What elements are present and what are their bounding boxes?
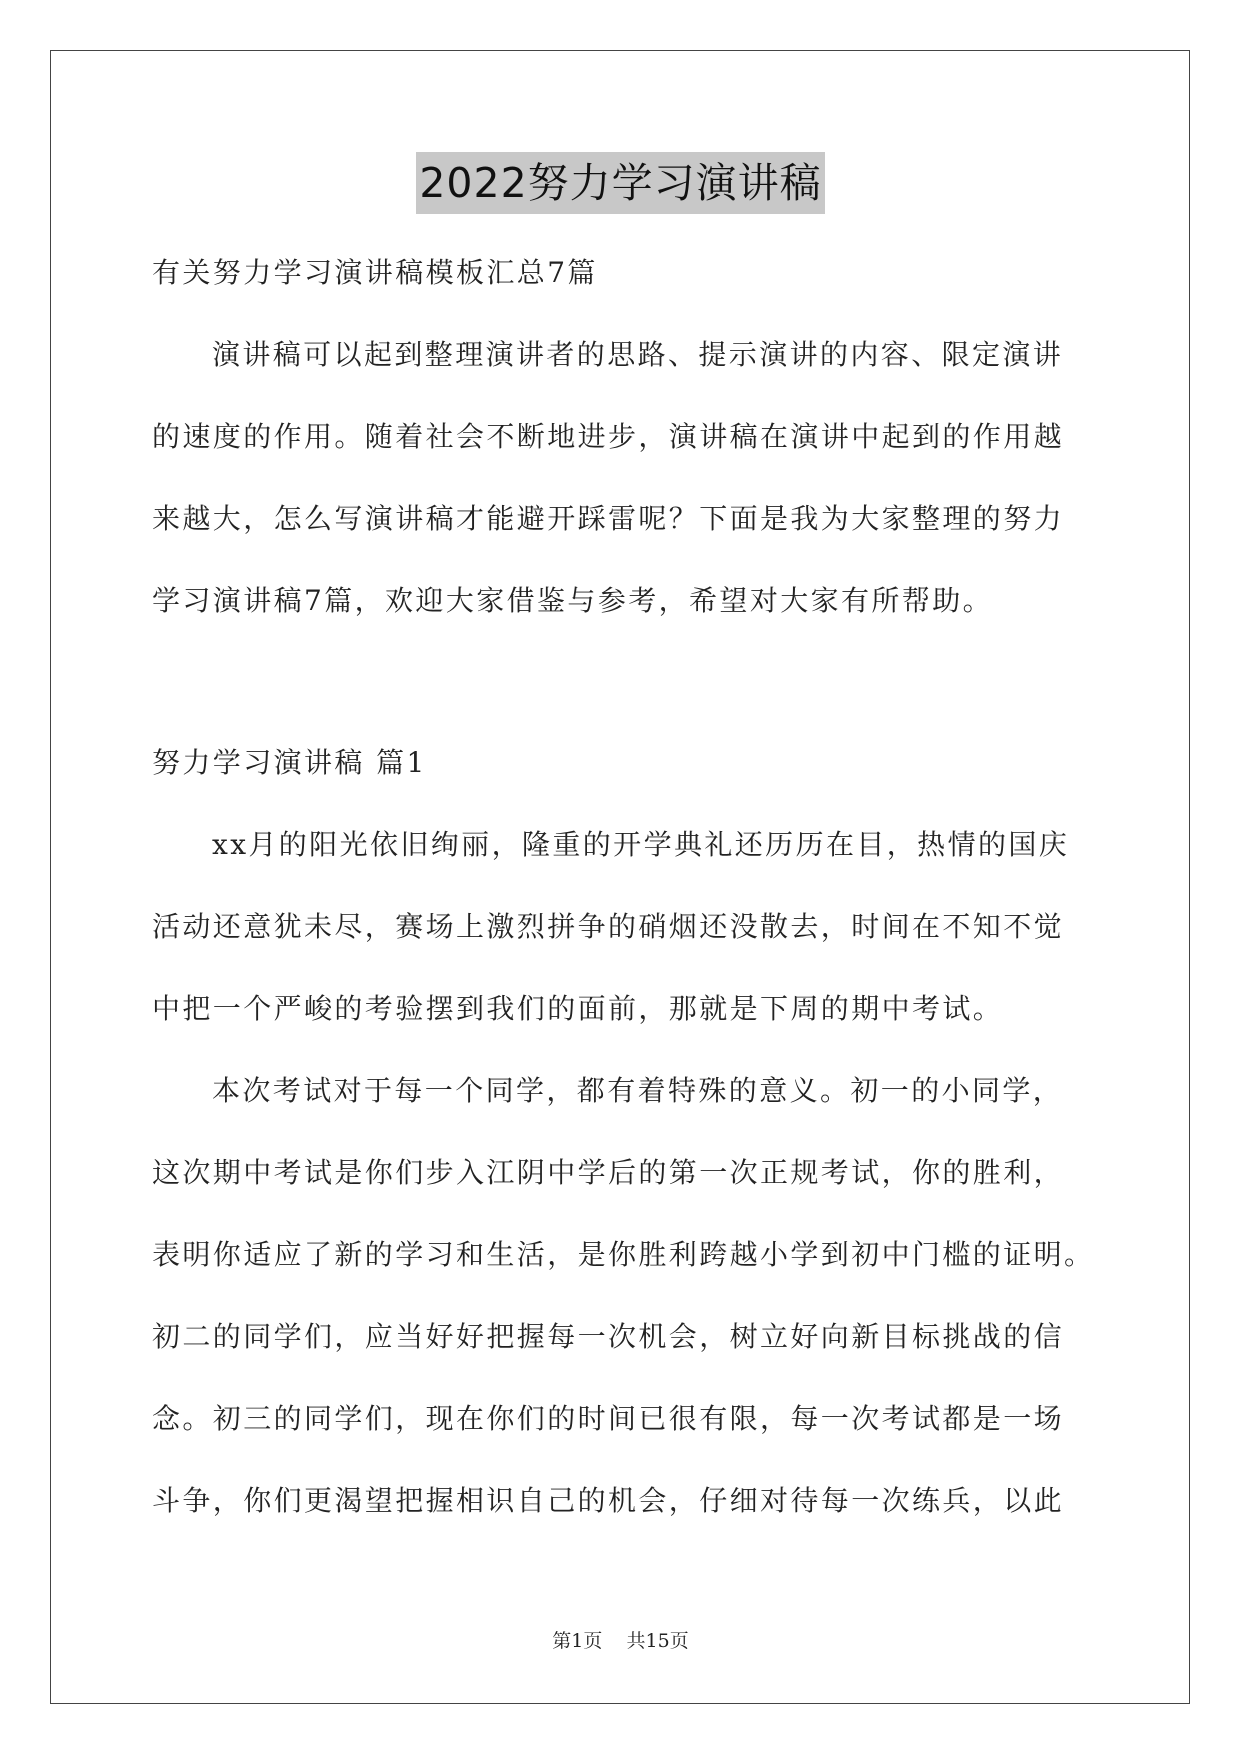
paragraph2-line: 这次期中考试是你们步入江阴中学后的第一次正规考试，你的胜利， (152, 1156, 1065, 1189)
section-heading: 努力学习演讲稿 篇1 (152, 746, 427, 779)
paragraph1-line: xx月的阳光依旧绚丽，隆重的开学典礼还历历在目，热情的国庆 (212, 828, 1070, 861)
paragraph2-line: 念。初三的同学们，现在你们的时间已很有限，每一次考试都是一场 (152, 1402, 1065, 1435)
document-subtitle: 有关努力学习演讲稿模板汇总7篇 (152, 256, 598, 289)
paragraph2-line: 初二的同学们，应当好好把握每一次机会，树立好向新目标挑战的信 (152, 1320, 1065, 1353)
document-title: 2022努力学习演讲稿 (416, 152, 824, 214)
intro-line: 学习演讲稿7篇，欢迎大家借鉴与参考，希望对大家有所帮助。 (152, 584, 994, 617)
paragraph1-line: 中把一个严峻的考验摆到我们的面前，那就是下周的期中考试。 (152, 992, 1004, 1025)
page-number-label: 第1页 共15页 (552, 1630, 689, 1652)
intro-line: 演讲稿可以起到整理演讲者的思路、提示演讲的内容、限定演讲 (212, 338, 1064, 371)
intro-line: 来越大，怎么写演讲稿才能避开踩雷呢？下面是我为大家整理的努力 (152, 502, 1065, 535)
paragraph1-line: 活动还意犹未尽，赛场上激烈拼争的硝烟还没散去，时间在不知不觉 (152, 910, 1065, 943)
paragraph2-line: 斗争，你们更渴望把握相识自己的机会，仔细对待每一次练兵，以此 (152, 1484, 1065, 1517)
title-container (0, 152, 1241, 214)
intro-line: 的速度的作用。随着社会不断地进步，演讲稿在演讲中起到的作用越 (152, 420, 1065, 453)
paragraph2-line: 本次考试对于每一个同学，都有着特殊的意义。初一的小同学， (212, 1074, 1064, 1107)
document-body (152, 232, 1095, 1542)
page-footer (0, 1626, 1241, 1653)
paragraph2-line: 表明你适应了新的学习和生活，是你胜利跨越小学到初中门槛的证明。 (152, 1238, 1095, 1271)
section-gap (152, 642, 1092, 722)
